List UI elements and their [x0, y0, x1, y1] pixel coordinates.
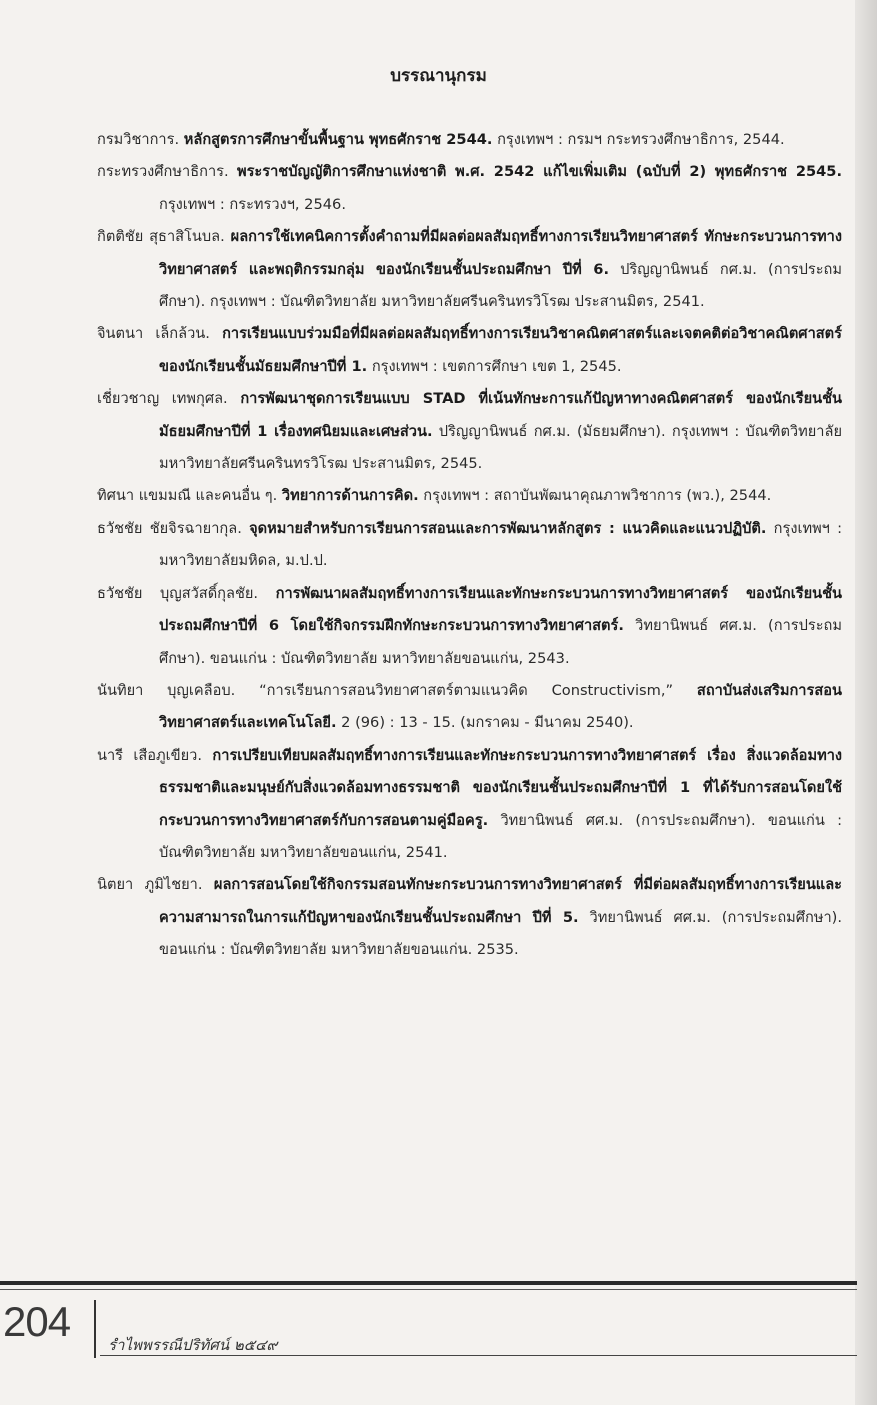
- reference-publication: กรุงเทพฯ : มหาวิทยาลัยมหิดล, ม.ป.ป.: [159, 519, 843, 570]
- reference-entry: [97, 156, 842, 221]
- bibliography-heading: บรรณานุกรม: [390, 66, 487, 86]
- reference-publication: กรุงเทพฯ : กรมฯ กระทรวงศึกษาธิการ, 2544.: [497, 131, 785, 148]
- footer-divider: [94, 1300, 96, 1358]
- reference-entry: [97, 221, 842, 318]
- reference-publication: กรุงเทพฯ : สถาบันพัฒนาคุณภาพวิชาการ (พว.), 2544.: [423, 487, 772, 505]
- reference-title: สถาบันส่งเสริมการสอนวิทยาศาสตร์และเทคโนโลยี.: [159, 681, 842, 732]
- reference-title: พระราชบัญญัติการศึกษาแห่งชาติ พ.ศ. 2542 แก้ไขเพิ่มเติม (ฉบับที่ 2) พุทธศักราช 2545.: [236, 163, 843, 181]
- reference-entry: [97, 318, 842, 383]
- reference-title: การเปรียบเทียบผลสัมฤทธิ์ทางการเรียนและทักษะกระบวนการทางวิทยาศาสตร์ เรื่อง สิ่งแวดล้อมทางธรรมชาติและมนุษย์กับสิ่งแวดล้อมทางธรรมชาติ ของนักเรียนชั้นประถมศึกษาปีที่ 1 ที่ได้รับการสอนโดยใช้กระบวนการทางวิทยาศาสตร์กับการสอนตามคู่มือครู.: [159, 746, 843, 829]
- reference-publication: วิทยานิพนธ์ ศศ.ม. (การประถมศึกษา). ขอนแก่น : บัณฑิตวิทยาลัย มหาวิทยาลัยขอนแก่น, 2543.: [159, 617, 843, 667]
- reference-author: นารี เสือภูเขียว.: [97, 746, 203, 764]
- footer-rule-thin: [0, 1289, 857, 1290]
- reference-title: การเรียนแบบร่วมมือที่มีผลต่อผลสัมฤทธิ์ทางการเรียนวิชาคณิตศาสตร์และเจตคติต่อวิชาคณิตศาสตร์ของนักเรียนชั้นมัธยมศึกษาปีที่ 1.: [159, 325, 842, 375]
- footer-underline: [100, 1355, 857, 1356]
- reference-title: ผลการใช้เทคนิคการตั้งคำถามที่มีผลต่อผลสัมฤทธิ์ทางการเรียนวิทยาศาสตร์ ทักษะกระบวนการทางวิทยาศาสตร์ และพฤติกรรมกลุ่ม ของนักเรียนชั้นประถมศึกษา ปีที่ 6.: [159, 228, 843, 278]
- reference-title: ผลการสอนโดยใช้กิจกรรมสอนทักษะกระบวนการทางวิทยาศาสตร์ ที่มีต่อผลสัมฤทธิ์ทางการเรียนและความสามารถในการแก้ปัญหาของนักเรียนชั้นประถมศึกษา ปีที่ 5.: [159, 876, 842, 926]
- footer-rule-thick: [0, 1281, 857, 1285]
- journal-name: รำไพพรรณีปริทัศน์ ๒๕๔๙: [108, 1336, 278, 1354]
- reference-author: ธวัชชัย ชัยจิรฉายากุล.: [97, 519, 242, 537]
- reference-publication: วิทยานิพนธ์ ศศ.ม. (การประถมศึกษา). ขอนแก่น : บัณฑิตวิทยาลัย มหาวิทยาลัยขอนแก่น. 2535.: [159, 908, 843, 959]
- reference-publication: วิทยานิพนธ์ ศศ.ม. (การประถมศึกษา). ขอนแก่น : บัณฑิตวิทยาลัย มหาวิทยาลัยขอนแก่น, 2541.: [159, 811, 842, 861]
- reference-title: การพัฒนาผลสัมฤทธิ์ทางการเรียนและทักษะกระบวนการทางวิทยาศาสตร์ ของนักเรียนชั้นประถมศึกษาปีที่ 6 โดยใช้กิจกรรมฝึกทักษะกระบวนการทางวิทยาศาสตร์.: [159, 584, 842, 635]
- reference-entry: [97, 675, 842, 740]
- reference-entry: [97, 383, 842, 480]
- reference-entry: [97, 578, 842, 675]
- reference-entry: [97, 869, 842, 966]
- reference-list: [97, 124, 842, 967]
- page-edge-shadow: [855, 0, 877, 1405]
- reference-publication: 2 (96) : 13 - 15. (มกราคม - มีนาคม 2540).: [341, 714, 634, 732]
- reference-author: จินตนา เล็กล้วน.: [97, 325, 210, 343]
- reference-publication: กรุงเทพฯ : เขตการศึกษา เขต 1, 2545.: [371, 357, 622, 375]
- reference-author: กิตติชัย สุธาสิโนบล.: [97, 228, 225, 246]
- reference-entry: [97, 480, 842, 512]
- reference-publication: ปริญญานิพนธ์ กศ.ม. (การประถมศึกษา). กรุงเทพฯ : บัณฑิตวิทยาลัย มหาวิทยาลัยศรีนครินทรวิโรฒ ประสานมิตร, 2541.: [159, 260, 843, 311]
- reference-title: จุดหมายสำหรับการเรียนการสอนและการพัฒนาหลักสูตร : แนวคิดและแนวปฏิบัติ.: [249, 519, 767, 537]
- reference-entry: [97, 124, 842, 156]
- reference-author: ธวัชชัย บุญสวัสดิ์กุลชัย.: [97, 584, 259, 602]
- page-number: 204: [3, 1298, 71, 1345]
- reference-author: ทิศนา แขมมณี และคนอื่น ๆ.: [97, 487, 278, 505]
- reference-author: นิตยา ภูมิไชยา.: [97, 876, 203, 894]
- reference-author: เชี่ยวชาญ เทพกุศล.: [97, 390, 228, 408]
- reference-author: กรมวิชาการ.: [97, 131, 180, 148]
- reference-entry: [97, 740, 842, 870]
- reference-entry: [97, 513, 842, 578]
- reference-publication: ปริญญานิพนธ์ กศ.ม. (มัธยมศึกษา). กรุงเทพฯ : บัณฑิตวิทยาลัย มหาวิทยาลัยศรีนครินทรวิโรฒ ประสานมิตร, 2545.: [159, 422, 842, 473]
- reference-title: หลักสูตรการศึกษาขั้นพื้นฐาน พุทธศักราช 2544.: [183, 131, 493, 148]
- reference-author: กระทรวงศึกษาธิการ.: [97, 163, 229, 181]
- reference-title: วิทยาการด้านการคิด.: [281, 487, 419, 505]
- reference-publication: กรุงเทพฯ : กระทรวงฯ, 2546.: [159, 195, 346, 213]
- reference-author: นันทิยา บุญเคลือบ. “การเรียนการสอนวิทยาศาสตร์ตามแนวคิด Constructivism,”: [97, 681, 674, 699]
- reference-title: การพัฒนาชุดการเรียนแบบ STAD ที่เน้นทักษะการแก้ปัญหาทางคณิตศาสตร์ ของนักเรียนชั้นมัธยมศึกษาปีที่ 1 เรื่องทศนิยมและเศษส่วน.: [159, 390, 842, 440]
